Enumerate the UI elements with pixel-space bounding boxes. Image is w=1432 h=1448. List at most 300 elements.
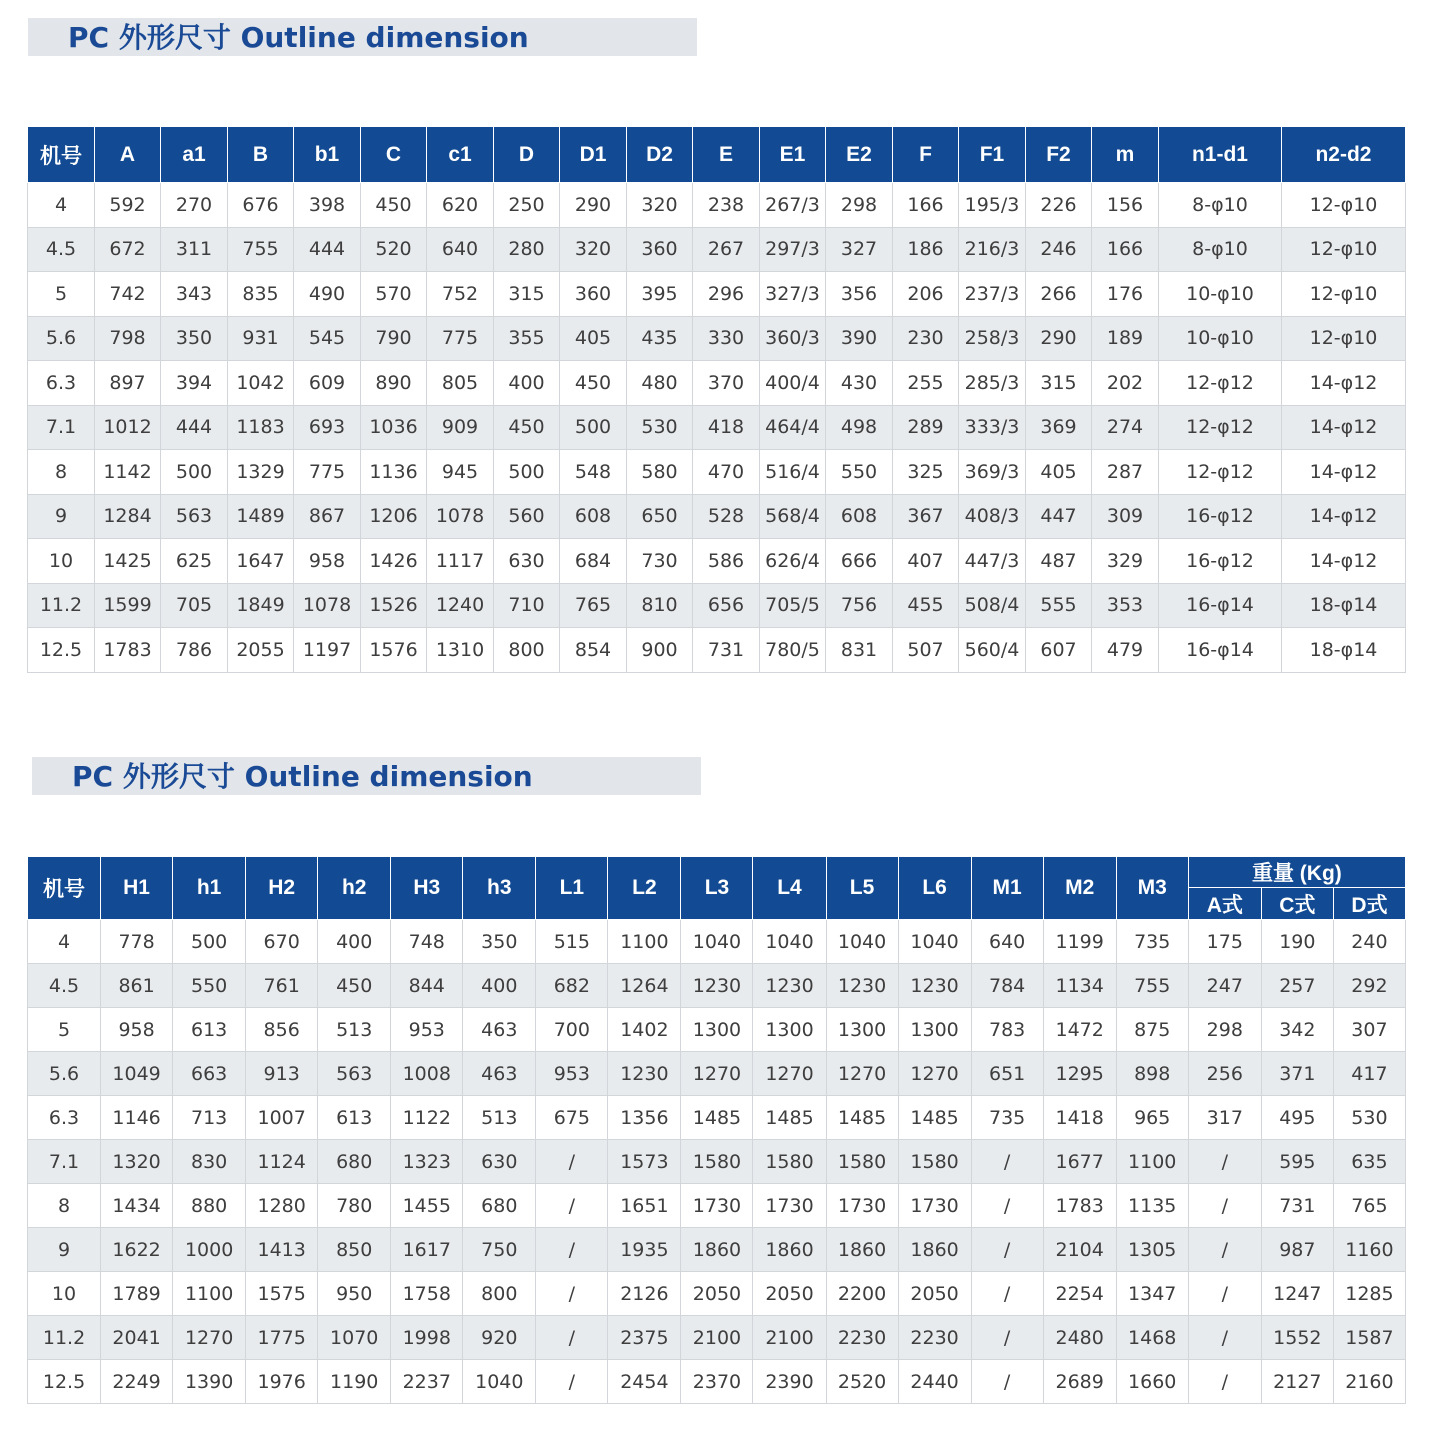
table-cell: 1036 — [361, 405, 427, 450]
table-cell: 4.5 — [28, 964, 101, 1008]
table-cell: 609 — [294, 361, 361, 406]
column-header: F1 — [959, 127, 1026, 183]
column-header: 机号 — [28, 857, 101, 920]
column-header: h1 — [173, 857, 246, 920]
column-header: b1 — [294, 127, 361, 183]
table-cell: 16-φ12 — [1159, 539, 1282, 584]
table-cell: / — [971, 1316, 1043, 1360]
table-cell: 14-φ12 — [1282, 361, 1406, 406]
table-cell: 480 — [627, 361, 693, 406]
table-cell: 1660 — [1116, 1360, 1188, 1404]
table-cell: 498 — [826, 405, 893, 450]
table-cell: 11.2 — [28, 1316, 101, 1360]
table-cell: 1070 — [318, 1316, 391, 1360]
table-cell: 369/3 — [959, 450, 1026, 495]
table-cell: 267 — [693, 227, 760, 272]
table-cell: 965 — [1116, 1096, 1188, 1140]
table-cell: 563 — [161, 494, 228, 539]
table-cell: 1320 — [101, 1140, 173, 1184]
table-cell: 945 — [427, 450, 494, 495]
table-cell: 750 — [463, 1228, 536, 1272]
column-header: L5 — [826, 857, 898, 920]
table-cell: 1270 — [681, 1052, 753, 1096]
table-cell: 311 — [161, 227, 228, 272]
table-cell: 7.1 — [28, 1140, 101, 1184]
table-cell: 786 — [161, 628, 228, 673]
table-cell: 408/3 — [959, 494, 1026, 539]
table-cell: 1008 — [391, 1052, 463, 1096]
table-cell: 1295 — [1043, 1052, 1116, 1096]
table-cell: 710 — [494, 583, 560, 628]
table-cell: 656 — [693, 583, 760, 628]
table-cell: 1587 — [1333, 1316, 1405, 1360]
table-cell: 1730 — [898, 1184, 971, 1228]
table-cell: 12-φ10 — [1282, 316, 1406, 361]
table-cell: 1160 — [1333, 1228, 1405, 1272]
table-cell: 2375 — [608, 1316, 681, 1360]
table-cell: 931 — [228, 316, 294, 361]
table-cell: 5 — [28, 272, 95, 317]
weight-subheader: C式 — [1261, 888, 1333, 920]
table-cell: 327 — [826, 227, 893, 272]
table-cell: 2050 — [681, 1272, 753, 1316]
table-cell: 1230 — [753, 964, 826, 1008]
column-header: n1-d1 — [1159, 127, 1282, 183]
table-cell: 1040 — [463, 1360, 536, 1404]
table-cell: 330 — [693, 316, 760, 361]
table-cell: 1580 — [826, 1140, 898, 1184]
column-header: M3 — [1116, 857, 1188, 920]
table-row — [28, 1272, 1406, 1316]
table-cell: 507 — [893, 628, 959, 673]
table-cell: 14-φ12 — [1282, 539, 1406, 584]
table-cell: 390 — [826, 316, 893, 361]
table-cell: 2249 — [101, 1360, 173, 1404]
table-cell: 798 — [95, 316, 161, 361]
table-cell: 266 — [1026, 272, 1092, 317]
table-cell: 1576 — [361, 628, 427, 673]
section2-title-band — [32, 757, 701, 795]
table-cell: 742 — [95, 272, 161, 317]
table-cell: 1040 — [753, 920, 826, 964]
table-cell: 780 — [318, 1184, 391, 1228]
table-cell: 4 — [28, 183, 95, 228]
table-cell: / — [536, 1316, 608, 1360]
table-cell: 12-φ10 — [1282, 227, 1406, 272]
table-cell: 516/4 — [760, 450, 826, 495]
table-cell: 580 — [627, 450, 693, 495]
table-cell: 1575 — [246, 1272, 318, 1316]
table-cell: 2230 — [826, 1316, 898, 1360]
table-cell: 190 — [1261, 920, 1333, 964]
table-cell: 400 — [494, 361, 560, 406]
table-cell: 856 — [246, 1008, 318, 1052]
table-cell: 2160 — [1333, 1360, 1405, 1404]
column-header: E2 — [826, 127, 893, 183]
table-cell: 2126 — [608, 1272, 681, 1316]
table-cell: 1390 — [173, 1360, 246, 1404]
table-cell: 463 — [463, 1008, 536, 1052]
table-cell: 800 — [494, 628, 560, 673]
column-header: L2 — [608, 857, 681, 920]
table-cell: 255 — [893, 361, 959, 406]
table-cell: / — [1188, 1184, 1261, 1228]
table-cell: / — [971, 1140, 1043, 1184]
table-cell: 909 — [427, 405, 494, 450]
table-cell: 805 — [427, 361, 494, 406]
table-cell: 735 — [971, 1096, 1043, 1140]
table-cell: 1573 — [608, 1140, 681, 1184]
table-cell: 247 — [1188, 964, 1261, 1008]
table-cell: 350 — [463, 920, 536, 964]
table-cell: 608 — [560, 494, 627, 539]
table-cell: 290 — [560, 183, 627, 228]
table-cell: 307 — [1333, 1008, 1405, 1052]
table-row — [28, 920, 1406, 964]
table-cell: 765 — [560, 583, 627, 628]
table-cell: 756 — [826, 583, 893, 628]
table-cell: 450 — [560, 361, 627, 406]
table-cell: 867 — [294, 494, 361, 539]
table-cell: 289 — [893, 405, 959, 450]
section1-title: PC 外形尺寸 Outline dimension — [68, 21, 529, 54]
table-cell: 2480 — [1043, 1316, 1116, 1360]
table-cell: / — [536, 1360, 608, 1404]
table-cell: 1552 — [1261, 1316, 1333, 1360]
column-header: 机号 — [28, 127, 95, 183]
table-cell: 1580 — [753, 1140, 826, 1184]
table-cell: / — [971, 1272, 1043, 1316]
table-cell: 355 — [494, 316, 560, 361]
table-cell: 287 — [1092, 450, 1159, 495]
table2-header-row-top — [28, 857, 1406, 888]
table-cell: 186 — [893, 227, 959, 272]
table-cell: 682 — [536, 964, 608, 1008]
table-cell: 625 — [161, 539, 228, 584]
table-cell: 1042 — [228, 361, 294, 406]
table-cell: 1580 — [898, 1140, 971, 1184]
table-cell: 369 — [1026, 405, 1092, 450]
table-cell: 1413 — [246, 1228, 318, 1272]
table-cell: 450 — [318, 964, 391, 1008]
table-cell: 650 — [627, 494, 693, 539]
table-cell: 1426 — [361, 539, 427, 584]
table-cell: 1783 — [95, 628, 161, 673]
table-cell: 463 — [463, 1052, 536, 1096]
table-cell: 761 — [246, 964, 318, 1008]
table-cell: 495 — [1261, 1096, 1333, 1140]
table-cell: 405 — [1026, 450, 1092, 495]
table-cell: 320 — [627, 183, 693, 228]
table-cell: 4.5 — [28, 227, 95, 272]
table-cell: 230 — [893, 316, 959, 361]
table-cell: / — [536, 1228, 608, 1272]
table-cell: 513 — [463, 1096, 536, 1140]
table-cell: 592 — [95, 183, 161, 228]
column-header: B — [228, 127, 294, 183]
table-cell: 10 — [28, 1272, 101, 1316]
table-cell: 2254 — [1043, 1272, 1116, 1316]
table-cell: 1310 — [427, 628, 494, 673]
table-cell: 1012 — [95, 405, 161, 450]
table-cell: 684 — [560, 539, 627, 584]
column-header: m — [1092, 127, 1159, 183]
table-cell: 8-φ10 — [1159, 183, 1282, 228]
table-cell: 6.3 — [28, 361, 95, 406]
table-cell: 455 — [893, 583, 959, 628]
table-cell: 1007 — [246, 1096, 318, 1140]
table-cell: / — [536, 1272, 608, 1316]
table-cell: 1485 — [753, 1096, 826, 1140]
table-cell: 775 — [294, 450, 361, 495]
table-cell: 237/3 — [959, 272, 1026, 317]
table-cell: 257 — [1261, 964, 1333, 1008]
table-cell: 850 — [318, 1228, 391, 1272]
column-header: M2 — [1043, 857, 1116, 920]
table-cell: 735 — [1116, 920, 1188, 964]
table-cell: 1434 — [101, 1184, 173, 1228]
table-cell: 651 — [971, 1052, 1043, 1096]
table-cell: 2390 — [753, 1360, 826, 1404]
weight-subheader: D式 — [1333, 888, 1405, 920]
table-cell: 296 — [693, 272, 760, 317]
table-cell: 1860 — [753, 1228, 826, 1272]
table-cell: 713 — [173, 1096, 246, 1140]
table-cell: 810 — [627, 583, 693, 628]
table-cell: 1230 — [681, 964, 753, 1008]
table-cell: 1860 — [681, 1228, 753, 1272]
table-cell: 953 — [391, 1008, 463, 1052]
table-row — [28, 450, 1406, 495]
table-cell: 2055 — [228, 628, 294, 673]
table-cell: 2050 — [898, 1272, 971, 1316]
table-cell: 2041 — [101, 1316, 173, 1360]
table-cell: 444 — [161, 405, 228, 450]
table1-header-row — [28, 127, 1406, 183]
table-cell: 1651 — [608, 1184, 681, 1228]
table-cell: 2440 — [898, 1360, 971, 1404]
table-cell: 14-φ12 — [1282, 450, 1406, 495]
table-cell: 12.5 — [28, 1360, 101, 1404]
table-cell: 5.6 — [28, 316, 95, 361]
table-cell: 1197 — [294, 628, 361, 673]
table-cell: 1040 — [681, 920, 753, 964]
table-cell: 676 — [228, 183, 294, 228]
table-cell: 1329 — [228, 450, 294, 495]
table-cell: 897 — [95, 361, 161, 406]
table-cell: 844 — [391, 964, 463, 1008]
column-header: C — [361, 127, 427, 183]
table-cell: 640 — [971, 920, 1043, 964]
section1-title-band — [28, 18, 697, 56]
table-row — [28, 1184, 1406, 1228]
table-cell: 1485 — [826, 1096, 898, 1140]
table-cell: 635 — [1333, 1140, 1405, 1184]
table-cell: 18-φ14 — [1282, 628, 1406, 673]
table-cell: 780/5 — [760, 628, 826, 673]
table-cell: 958 — [101, 1008, 173, 1052]
table-cell: 206 — [893, 272, 959, 317]
table-cell: 545 — [294, 316, 361, 361]
table-cell: 1730 — [753, 1184, 826, 1228]
table-cell: / — [536, 1140, 608, 1184]
table-cell: 586 — [693, 539, 760, 584]
table-cell: 250 — [494, 183, 560, 228]
table-cell: 958 — [294, 539, 361, 584]
column-header: L3 — [681, 857, 753, 920]
table-cell: 405 — [560, 316, 627, 361]
table-cell: 830 — [173, 1140, 246, 1184]
table-cell: 1789 — [101, 1272, 173, 1316]
table-cell: 285/3 — [959, 361, 1026, 406]
table-cell: / — [971, 1184, 1043, 1228]
table-cell: 1783 — [1043, 1184, 1116, 1228]
table-cell: 898 — [1116, 1052, 1188, 1096]
table-row — [28, 1052, 1406, 1096]
table-cell: 2050 — [753, 1272, 826, 1316]
table-cell: 9 — [28, 494, 95, 539]
table-cell: 2689 — [1043, 1360, 1116, 1404]
table-cell: 450 — [361, 183, 427, 228]
table-cell: 568/4 — [760, 494, 826, 539]
table-cell: 1247 — [1261, 1272, 1333, 1316]
table-cell: 1270 — [826, 1052, 898, 1096]
outline-dimension-table-1 — [27, 126, 1406, 673]
table-cell: 16-φ14 — [1159, 583, 1282, 628]
table-cell: 156 — [1092, 183, 1159, 228]
table-cell: 1284 — [95, 494, 161, 539]
table-cell: 1356 — [608, 1096, 681, 1140]
table-cell: 752 — [427, 272, 494, 317]
table-cell: 470 — [693, 450, 760, 495]
table-cell: 444 — [294, 227, 361, 272]
table-cell: 315 — [1026, 361, 1092, 406]
table-cell: 166 — [893, 183, 959, 228]
table-cell: 176 — [1092, 272, 1159, 317]
table-cell: 395 — [627, 272, 693, 317]
table-cell: 371 — [1261, 1052, 1333, 1096]
table-cell: 246 — [1026, 227, 1092, 272]
table-cell: 2104 — [1043, 1228, 1116, 1272]
table-cell: 1305 — [1116, 1228, 1188, 1272]
table-cell: 1489 — [228, 494, 294, 539]
table-cell: 950 — [318, 1272, 391, 1316]
table-cell: 1647 — [228, 539, 294, 584]
table-cell: 563 — [318, 1052, 391, 1096]
table-cell: 1270 — [173, 1316, 246, 1360]
table-cell: 1264 — [608, 964, 681, 1008]
table-cell: 1285 — [1333, 1272, 1405, 1316]
table-cell: 1758 — [391, 1272, 463, 1316]
table-cell: 748 — [391, 920, 463, 964]
table-cell: 315 — [494, 272, 560, 317]
table-cell: 292 — [1333, 964, 1405, 1008]
column-header: h3 — [463, 857, 536, 920]
table-cell: 290 — [1026, 316, 1092, 361]
table-cell: 360/3 — [760, 316, 826, 361]
table-row — [28, 227, 1406, 272]
table-cell: 513 — [318, 1008, 391, 1052]
table-cell: 1100 — [608, 920, 681, 964]
table-cell: 12-φ12 — [1159, 450, 1282, 495]
table-cell: 1000 — [173, 1228, 246, 1272]
table-cell: 5 — [28, 1008, 101, 1052]
table-cell: 987 — [1261, 1228, 1333, 1272]
table-cell: 1280 — [246, 1184, 318, 1228]
table-cell: 1849 — [228, 583, 294, 628]
table-row — [28, 583, 1406, 628]
outline-dimension-table-2 — [27, 856, 1406, 1404]
table-cell: 1190 — [318, 1360, 391, 1404]
table-cell: 560/4 — [959, 628, 1026, 673]
table-cell: 800 — [463, 1272, 536, 1316]
column-header: F2 — [1026, 127, 1092, 183]
table-cell: 1418 — [1043, 1096, 1116, 1140]
table-cell: 12.5 — [28, 628, 95, 673]
table-row — [28, 316, 1406, 361]
table-cell: 309 — [1092, 494, 1159, 539]
table-cell: 680 — [318, 1140, 391, 1184]
table-cell: 620 — [427, 183, 494, 228]
table-cell: 1976 — [246, 1360, 318, 1404]
table-cell: 342 — [1261, 1008, 1333, 1052]
table-cell: 2370 — [681, 1360, 753, 1404]
column-header: M1 — [971, 857, 1043, 920]
table-cell: 360 — [627, 227, 693, 272]
column-header: L1 — [536, 857, 608, 920]
table-cell: 490 — [294, 272, 361, 317]
table-cell: 530 — [1333, 1096, 1405, 1140]
table-cell: 530 — [627, 405, 693, 450]
table-row — [28, 183, 1406, 228]
table-cell: 216/3 — [959, 227, 1026, 272]
table-cell: 550 — [826, 450, 893, 495]
weight-group-header: 重量 (Kg) — [1188, 857, 1405, 888]
table-cell: 270 — [161, 183, 228, 228]
table-cell: 407 — [893, 539, 959, 584]
table-cell: 1136 — [361, 450, 427, 495]
table-cell: / — [1188, 1140, 1261, 1184]
column-header: E1 — [760, 127, 826, 183]
table-cell: 1485 — [681, 1096, 753, 1140]
table-cell: 672 — [95, 227, 161, 272]
table-cell: 900 — [627, 628, 693, 673]
table-row — [28, 1360, 1406, 1404]
table-cell: 4 — [28, 920, 101, 964]
table-row — [28, 539, 1406, 584]
table-cell: 464/4 — [760, 405, 826, 450]
table-row — [28, 405, 1406, 450]
table-cell: 274 — [1092, 405, 1159, 450]
table-cell: 731 — [693, 628, 760, 673]
table-cell: 2237 — [391, 1360, 463, 1404]
table-cell: 1134 — [1043, 964, 1116, 1008]
table-cell: 1402 — [608, 1008, 681, 1052]
table-cell: 1183 — [228, 405, 294, 450]
table-cell: 1049 — [101, 1052, 173, 1096]
table-cell: 607 — [1026, 628, 1092, 673]
table-cell: 1199 — [1043, 920, 1116, 964]
table-cell: 1146 — [101, 1096, 173, 1140]
table-cell: 297/3 — [760, 227, 826, 272]
table-cell: 548 — [560, 450, 627, 495]
table-cell: 1599 — [95, 583, 161, 628]
table-cell: 435 — [627, 316, 693, 361]
table-cell: 353 — [1092, 583, 1159, 628]
table-row — [28, 628, 1406, 673]
table-cell: 913 — [246, 1052, 318, 1096]
section2-title: PC 外形尺寸 Outline dimension — [72, 760, 533, 793]
